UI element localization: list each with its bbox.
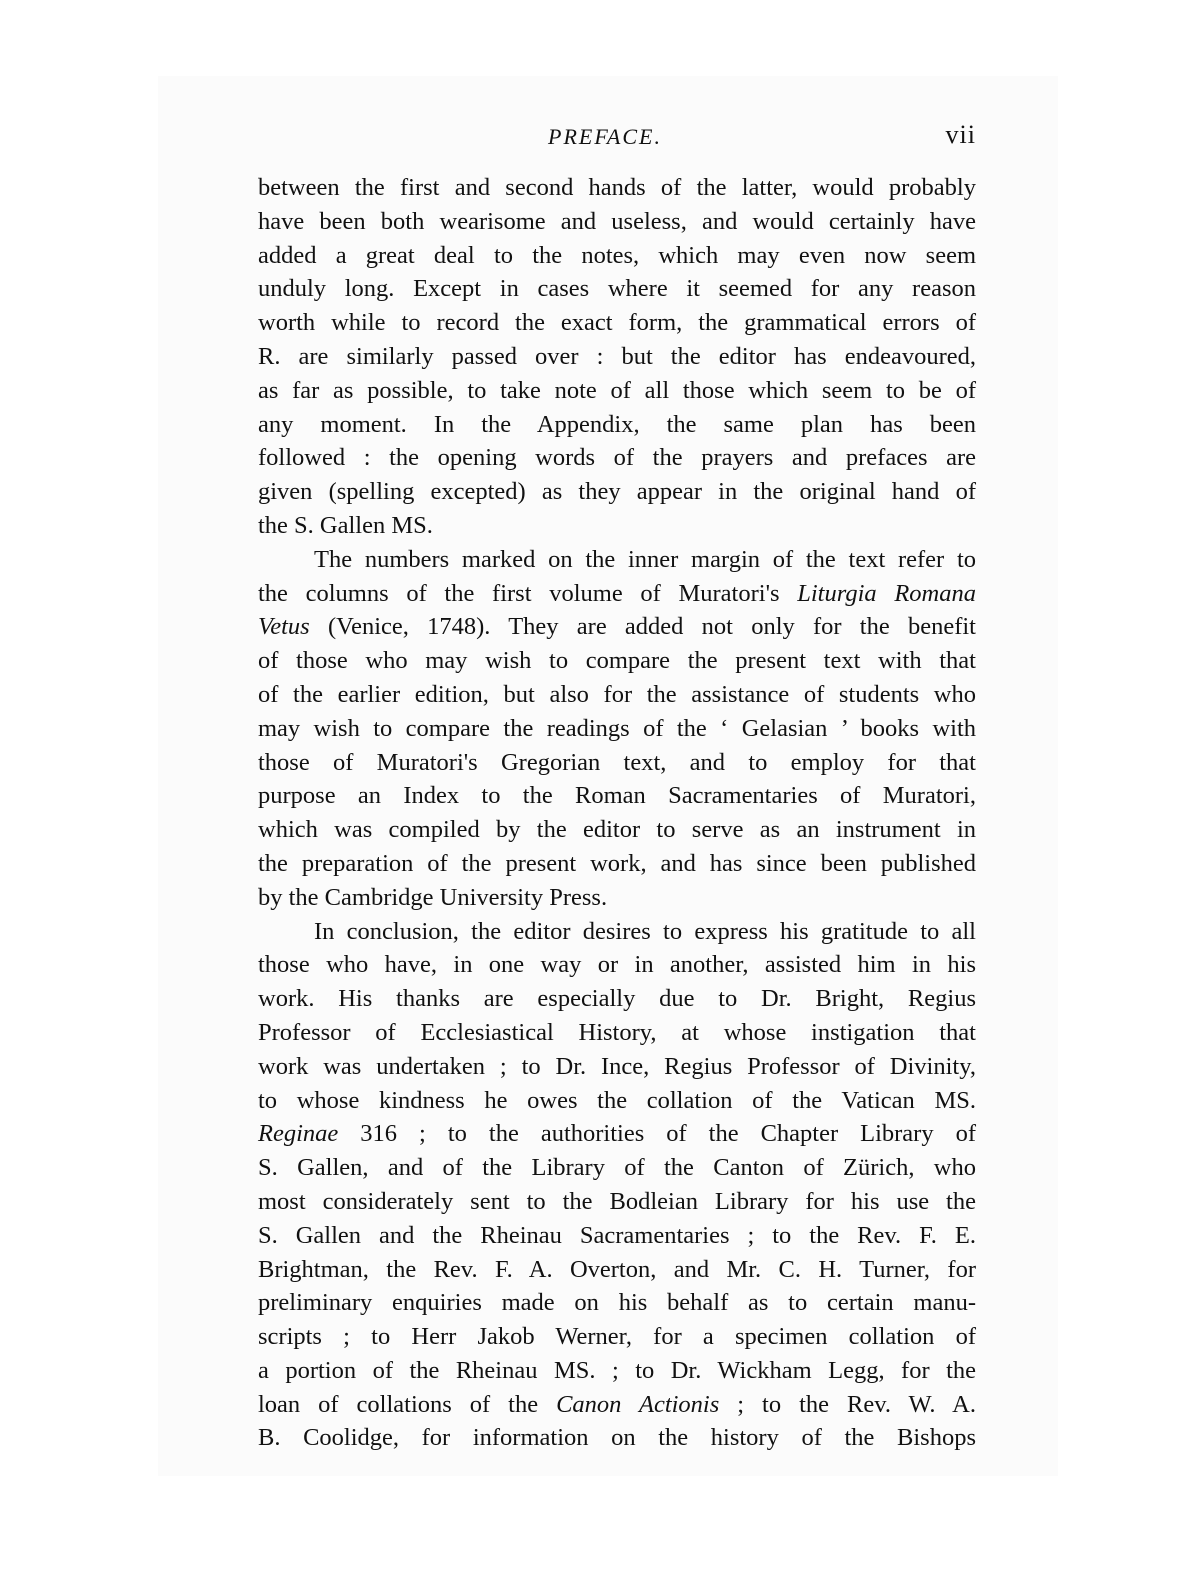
text-segment: scripts ; to Herr Jakob Werner, for a specimen collation of bbox=[258, 1323, 976, 1351]
text-line bbox=[258, 1421, 976, 1455]
italic-text: Canon Actionis bbox=[556, 1390, 720, 1418]
text-segment: of the earlier edition, but also for the assistance of students who bbox=[258, 680, 976, 708]
text-line bbox=[258, 915, 976, 949]
text-segment: between the first and second hands of the latter, would probably bbox=[258, 174, 976, 201]
text-line bbox=[258, 441, 976, 475]
text-line bbox=[258, 171, 976, 205]
text-segment: followed : the opening words of the prayers and prefaces are bbox=[258, 444, 976, 472]
text-segment: the S. Gallen MS. bbox=[258, 511, 433, 539]
text-line bbox=[258, 1185, 976, 1219]
text-line bbox=[258, 306, 976, 340]
text-segment: loan of collations of the bbox=[258, 1390, 557, 1418]
text-line bbox=[258, 712, 976, 746]
text-line bbox=[258, 475, 976, 509]
running-title: PREFACE. bbox=[548, 124, 662, 149]
text-segment: given (spelling excepted) as they appear in the original hand of bbox=[258, 478, 976, 506]
text-segment: purpose an Index to the Roman Sacramentaries of Muratori, bbox=[258, 782, 976, 810]
text-line bbox=[258, 374, 976, 408]
text-line bbox=[258, 678, 976, 712]
text-line bbox=[258, 1388, 976, 1422]
text-segment: those who have, in one way or in another, assisted him in his bbox=[258, 951, 976, 979]
text-line bbox=[258, 1151, 976, 1185]
text-line bbox=[258, 982, 976, 1016]
text-segment: unduly long. Except in cases where it seemed for any reason bbox=[258, 275, 976, 303]
text-line bbox=[258, 1117, 976, 1151]
text-line bbox=[258, 272, 976, 306]
text-line bbox=[258, 1084, 976, 1118]
italic-text: Reginae bbox=[258, 1120, 339, 1148]
text-segment: S. Gallen, and of the Library of the Canton of Zürich, who bbox=[258, 1154, 976, 1182]
text-segment: 316 ; to the authorities of the Chapter Library of bbox=[338, 1120, 976, 1148]
body-text bbox=[258, 171, 976, 1455]
text-line bbox=[258, 340, 976, 374]
text-segment: the columns of the first volume of Muratori's bbox=[258, 579, 798, 607]
text-line bbox=[258, 1050, 976, 1084]
text-line bbox=[258, 948, 976, 982]
text-line bbox=[258, 543, 976, 577]
text-segment: as far as possible, to take note of all those which seem to be of bbox=[258, 376, 976, 404]
text-segment: S. Gallen and the Rheinau Sacramentaries ; to the Rev. F. E. bbox=[258, 1221, 976, 1249]
text-line bbox=[258, 509, 976, 543]
text-segment: those of Muratori's Gregorian text, and to employ for that bbox=[258, 748, 976, 776]
text-line bbox=[258, 1320, 976, 1354]
text-segment: In conclusion, the editor desires to express his gratitude to all bbox=[314, 917, 976, 945]
text-line bbox=[258, 1016, 976, 1050]
text-line bbox=[258, 577, 976, 611]
text-segment: added a great deal to the notes, which may even now seem bbox=[258, 241, 976, 269]
text-line bbox=[258, 610, 976, 644]
text-segment: worth while to record the exact form, the grammatical errors of bbox=[258, 309, 976, 337]
text-line bbox=[258, 205, 976, 239]
text-segment: of those who may wish to compare the present text with that bbox=[258, 647, 976, 675]
text-segment: the preparation of the present work, and has since been published bbox=[258, 849, 976, 877]
text-line bbox=[258, 408, 976, 442]
text-segment: to whose kindness he owes the collation of the Vatican MS. bbox=[258, 1086, 976, 1114]
text-line bbox=[258, 1253, 976, 1287]
italic-text: Liturgia Romana bbox=[797, 579, 976, 607]
text-line bbox=[258, 1286, 976, 1320]
text-segment: ; to the Rev. W. A. bbox=[719, 1390, 976, 1418]
page-number: vii bbox=[945, 120, 976, 149]
text-line bbox=[258, 644, 976, 678]
text-segment: (Venice, 1748). They are added not only for the benefit bbox=[309, 613, 976, 641]
text-segment: a portion of the Rheinau MS. ; to Dr. Wickham Legg, for the bbox=[258, 1356, 976, 1384]
text-segment: work was undertaken ; to Dr. Ince, Regius Professor of Divinity, bbox=[258, 1052, 976, 1080]
text-segment: any moment. In the Appendix, the same plan has been bbox=[258, 410, 976, 438]
text-segment: by the Cambridge University Press. bbox=[258, 883, 608, 911]
text-line bbox=[258, 746, 976, 780]
text-line bbox=[258, 239, 976, 273]
text-line bbox=[258, 1354, 976, 1388]
text-segment: R. are similarly passed over : but the editor has endeavoured, bbox=[258, 342, 976, 370]
text-line bbox=[258, 779, 976, 813]
running-head bbox=[258, 120, 976, 160]
text-segment: which was compiled by the editor to serve as an instrument in bbox=[258, 816, 976, 844]
text-segment: may wish to compare the readings of the ‘ Gelasian ’ books with bbox=[258, 714, 976, 742]
text-line bbox=[258, 813, 976, 847]
text-segment: B. Coolidge, for information on the history of the Bishops bbox=[258, 1424, 976, 1452]
italic-text: Vetus bbox=[258, 613, 310, 641]
text-line bbox=[258, 847, 976, 881]
text-segment: The numbers marked on the inner margin of the text refer to bbox=[314, 545, 976, 573]
text-line bbox=[258, 1219, 976, 1253]
text-segment: preliminary enquiries made on his behalf as to certain manu- bbox=[258, 1289, 976, 1317]
text-line bbox=[258, 881, 976, 915]
text-segment: work. His thanks are especially due to Dr. Bright, Regius bbox=[258, 985, 976, 1013]
text-segment: Brightman, the Rev. F. A. Overton, and Mr. C. H. Turner, for bbox=[258, 1255, 976, 1283]
text-segment: have been both wearisome and useless, and would certainly have bbox=[258, 207, 976, 235]
text-segment: Professor of Ecclesiastical History, at whose instigation that bbox=[258, 1018, 976, 1046]
text-segment: most considerately sent to the Bodleian Library for his use the bbox=[258, 1187, 976, 1215]
